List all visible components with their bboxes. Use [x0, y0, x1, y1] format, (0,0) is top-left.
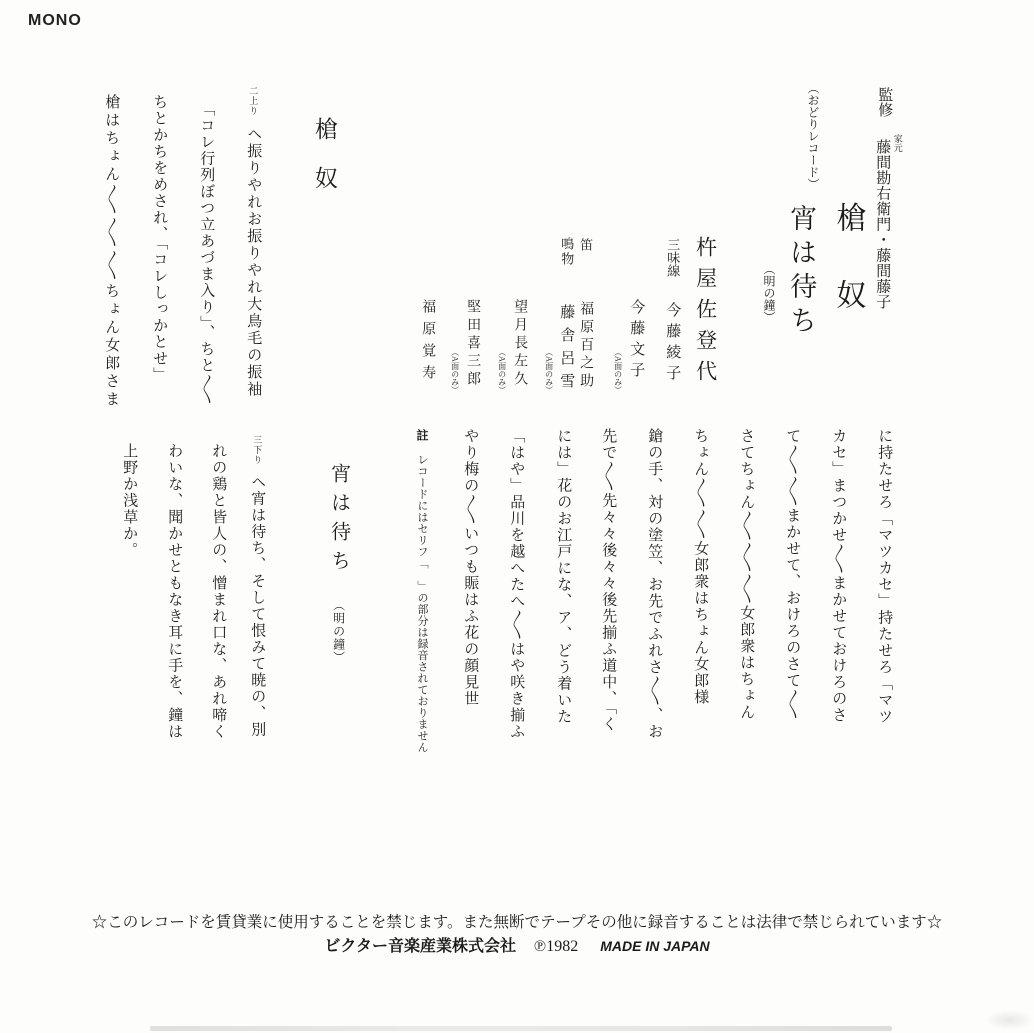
footer-company-line	[0, 933, 1034, 956]
record-type-label: （おどりレコード）	[805, 82, 820, 190]
yoi-col-2: れの鶏と皆人の、憎まれ口な、あれ啼く	[210, 443, 227, 740]
aside-only-note-2: （A面のみ）	[544, 348, 554, 394]
yari-part2-col-6: 鎗の手、対の塗笠、お先でふれさ〱、お	[646, 428, 663, 740]
yoi-heading-sub: （明の鐘）	[331, 599, 346, 664]
yari-part1-col-4: 槍はちょん〱〱〱ちょん女郎さま	[103, 94, 120, 409]
yoi-heading: 宵は待ち	[327, 463, 350, 579]
yari-part2-col-8: には」花のお江戸にな、ア、どう着いた	[555, 428, 572, 725]
yari-part2-col-5: ちょん〱〱女郎衆はちょん女郎様	[692, 428, 709, 706]
yari-part2-col-7: 先で〱先々々後々々後先揃ふ道中、「く	[600, 428, 617, 733]
narimono-player-3: 堅田喜三郎	[465, 299, 481, 389]
note-text: レコードにはセリフ「 」の部分は録音されておりません	[415, 453, 428, 753]
second-title: 宵は待ち	[786, 204, 817, 340]
lyrics-note-column	[415, 429, 428, 753]
shamisen-player-2: 今藤文子	[628, 299, 645, 383]
lyrics-text: ヘ振りやれお振りやれ大鳥毛の振袖	[245, 125, 262, 398]
main-title: 槍奴	[831, 202, 865, 356]
yoi-col-1	[249, 435, 265, 738]
fue-label: 笛	[578, 238, 594, 251]
shamisen-player-1: 今藤綾子	[664, 302, 681, 387]
yari-part1-col-2: 「コレ行列ぼつ立あづま入り」、ちと〱	[198, 101, 215, 406]
footer-madein: MADE IN JAPAN	[600, 938, 710, 954]
second-title-sub: （明の鐘）	[761, 263, 776, 323]
yari-part1-col-1	[245, 86, 261, 398]
yari-part2-col-4: さてちょん〱〱〱女郎衆はちょん	[738, 428, 755, 721]
yoi-col-3: わいな、聞かせともなき耳に手を、鐘は	[166, 443, 183, 740]
yari-part2-col-10: やり梅の〱いつも賑はふ花の顔見世	[462, 428, 479, 707]
key-label-niagari: 二上り	[248, 86, 259, 116]
supervisors-names: 藤間勘右衛門・藤間藤子	[874, 139, 891, 310]
yari-part2-col-9: 「はや」品川を越へたへ〱はや咲き揃ふ	[508, 428, 525, 740]
lyrics-text: ヘ宵は待ち、そして恨みて暁の、別	[249, 474, 266, 739]
narimono-player-2: 望月長左久	[512, 299, 528, 389]
iemoto-label: 家元	[892, 134, 903, 152]
yari-part2-col-1: に持たせろ「マツカセ」持たせろ「マツ	[876, 428, 893, 725]
narimono-player-1: 藤舎呂雪	[558, 304, 575, 397]
note-label: 註	[414, 429, 429, 441]
narimono-label: 鳴物	[559, 237, 575, 267]
yari-yakko-heading: 槍奴	[311, 117, 337, 215]
aside-only-note-3: （A面のみ）	[497, 348, 507, 394]
shamisen-column	[664, 238, 680, 386]
yoi-heading-column	[327, 463, 349, 664]
aside-only-note-1: （A面のみ）	[613, 348, 623, 394]
yoi-col-4: 上野か浅草か。	[121, 443, 138, 559]
narimono-column	[558, 237, 574, 396]
aside-only-note-4: （A面のみ）	[450, 348, 460, 394]
mono-label: MONO	[28, 12, 82, 29]
footer-notice: ☆このレコードを賃貸業に使用することを禁じます。また無断でテープその他に録音することは法律で禁じられています☆	[91, 914, 943, 931]
yari-part1-col-3: ちとかちをめされ、「コレしっかとせ」	[151, 94, 168, 384]
singer-name: 杵屋佐登代	[693, 236, 718, 391]
supervision-label: 監修	[876, 87, 893, 117]
scan-smudge	[985, 1010, 1034, 1030]
shamisen-label: 三味線	[665, 238, 681, 277]
scan-shadow-bar	[150, 1026, 892, 1031]
narimono-player-4: 福原覚寿	[420, 299, 436, 387]
fue-player: 福原百之助	[578, 301, 594, 392]
yari-part2-col-2: カセ」まつかせ〱まかせておけろのさ	[830, 428, 847, 724]
footer-company: ビクター音楽産業株式会社	[324, 938, 517, 955]
footer-pmark: ℗1982	[534, 938, 579, 955]
fue-column	[578, 238, 593, 391]
key-label-sansagari: 三下り	[252, 435, 263, 465]
yari-part2-col-3: て〱〱まかせて、おけろのさて〱	[784, 428, 801, 721]
